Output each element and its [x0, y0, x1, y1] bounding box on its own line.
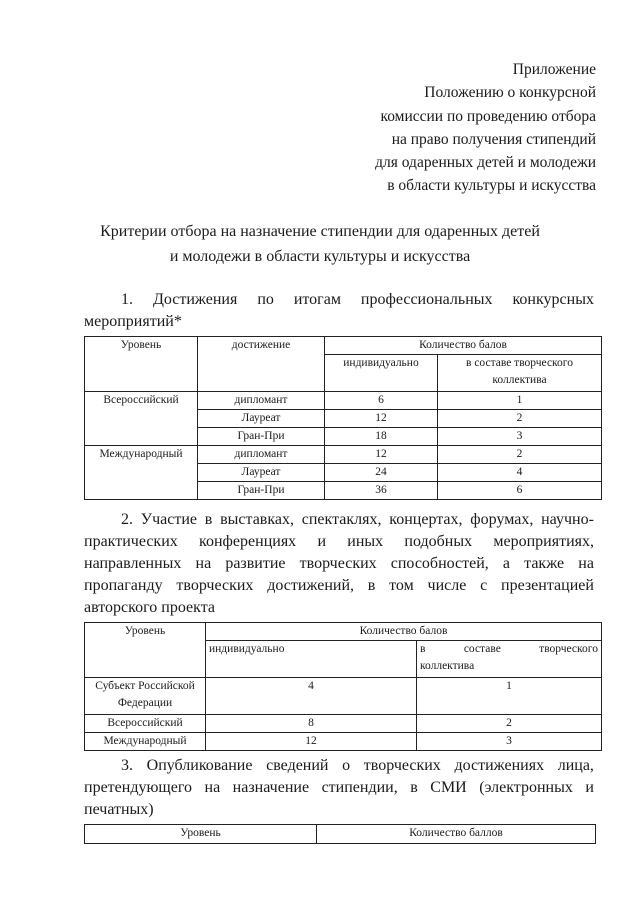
- word: и: [317, 533, 326, 550]
- cell-achievement: Гран-При: [198, 428, 325, 446]
- word: сведений: [266, 757, 329, 774]
- word: СМИ: [430, 779, 467, 796]
- section1-heading-cont: мероприятий*: [84, 313, 182, 330]
- header-individual: индивидуально: [206, 641, 417, 678]
- appendix-header: [375, 58, 596, 198]
- word: творческих: [363, 757, 441, 774]
- header-individual: индивидуально: [325, 355, 438, 392]
- cell-collective: 4: [438, 464, 602, 482]
- appendix-line: Положению о конкурсной: [424, 84, 596, 102]
- word: подобных: [404, 533, 473, 550]
- cell-individual: 36: [325, 482, 438, 500]
- word: итогам: [293, 291, 341, 308]
- cell-achievement: Гран-При: [198, 482, 325, 500]
- word: на: [195, 555, 212, 572]
- word: Опубликование: [146, 757, 253, 774]
- cell-collective: 1: [417, 678, 602, 715]
- appendix-line: в области культуры и искусства: [387, 177, 596, 195]
- word: а: [502, 555, 511, 572]
- cell-individual: 12: [325, 410, 438, 428]
- word: мероприятиях,: [493, 533, 594, 550]
- word: пропаганду: [84, 577, 163, 594]
- section1-table: [84, 336, 602, 500]
- word: презентацией: [501, 577, 594, 594]
- word: форумах,: [470, 511, 534, 528]
- word: составе: [463, 643, 501, 655]
- section2-last-line: авторского проекта: [84, 599, 215, 616]
- header-level: Уровень: [85, 825, 317, 844]
- cell-collective: 2: [417, 715, 602, 733]
- table-row: [85, 678, 602, 715]
- appendix-line: комиссии по проведению отбора: [380, 107, 596, 125]
- header-collective: [417, 641, 602, 678]
- word: способностей,: [390, 555, 489, 572]
- cell-individual: 12: [206, 733, 417, 751]
- word: творческого: [539, 643, 598, 655]
- word: 1.: [121, 291, 133, 308]
- word: назначение: [232, 779, 310, 796]
- section2-table: [84, 622, 602, 751]
- section2-paragraph: [84, 509, 594, 619]
- word: и: [585, 779, 594, 796]
- word: 2.: [121, 511, 133, 528]
- cell-level: Субъект Российской Федерации: [85, 678, 206, 715]
- appendix-line: для одаренных детей и молодежи: [375, 154, 596, 172]
- word: конференциях: [199, 533, 297, 550]
- cell-individual: 6: [325, 392, 438, 410]
- cell-achievement: Лауреат: [198, 410, 325, 428]
- cell-level: Международный: [85, 446, 198, 500]
- word: том: [389, 577, 414, 594]
- cell-collective: 2: [438, 446, 602, 464]
- header-achievement: достижение: [198, 337, 325, 392]
- header-points: Количество балов: [325, 337, 602, 355]
- table-row: [85, 715, 602, 733]
- cell-collective: 6: [438, 482, 602, 500]
- cell-achievement: Лауреат: [198, 464, 325, 482]
- word: на: [578, 555, 594, 572]
- cell-individual: 8: [206, 715, 417, 733]
- word: Участие: [140, 511, 197, 528]
- word: концертах,: [389, 511, 463, 528]
- word: в: [367, 577, 376, 594]
- cell-individual: 4: [206, 678, 417, 715]
- word: конкурсных: [512, 291, 594, 308]
- word: на: [204, 779, 221, 796]
- word: по: [257, 291, 274, 308]
- section3-paragraph: [84, 755, 594, 821]
- word: стипендии,: [321, 779, 398, 796]
- cell-individual: 12: [325, 446, 438, 464]
- word: развитие: [225, 555, 286, 572]
- document-title: [60, 219, 580, 269]
- header-collective-cont: коллектива: [420, 660, 475, 672]
- header-points: Количество балов: [206, 623, 602, 641]
- table-row: [85, 733, 602, 751]
- cell-achievement: дипломант: [198, 392, 325, 410]
- cell-collective: 3: [438, 428, 602, 446]
- cell-achievement: дипломант: [198, 446, 325, 464]
- word: (электронных: [479, 779, 573, 796]
- word: творческих: [176, 577, 254, 594]
- word: о: [342, 757, 351, 774]
- header-collective: в составе творческого коллектива: [438, 355, 602, 392]
- header-points: Количество баллов: [317, 825, 596, 844]
- cell-individual: 18: [325, 428, 438, 446]
- cell-collective: 2: [438, 410, 602, 428]
- word: профессиональных: [360, 291, 493, 308]
- title-line-2: и молодежи в области культуры и искусства: [169, 248, 471, 265]
- word: претендующего: [84, 779, 192, 796]
- word: также: [524, 555, 565, 572]
- cell-collective: 1: [438, 392, 602, 410]
- word: творческих: [299, 555, 377, 572]
- section1-heading: [84, 289, 594, 333]
- cell-level: Всероссийский: [85, 715, 206, 733]
- table-row: [85, 392, 602, 410]
- word: лица,: [557, 757, 594, 774]
- word: 3.: [121, 757, 133, 774]
- section3-last-line: печатных): [84, 801, 154, 818]
- word: научно-: [541, 511, 594, 528]
- appendix-line: на право получения стипендий: [391, 130, 596, 148]
- cell-individual: 24: [325, 464, 438, 482]
- table-row: [85, 446, 602, 464]
- word: достижениях: [454, 757, 545, 774]
- section3-table: [84, 824, 596, 844]
- cell-level: Всероссийский: [85, 392, 198, 446]
- word: выставках,: [220, 511, 294, 528]
- header-level: Уровень: [85, 623, 206, 678]
- word: спектаклях,: [301, 511, 382, 528]
- header-level: Уровень: [85, 337, 198, 392]
- word: достижений,: [267, 577, 355, 594]
- cell-collective: 3: [417, 733, 602, 751]
- word: практических: [84, 533, 178, 550]
- word: в: [410, 779, 418, 796]
- word: направленных: [84, 555, 182, 572]
- word: числе: [427, 577, 467, 594]
- cell-level: Международный: [85, 733, 206, 751]
- word: с: [480, 577, 488, 594]
- word: в: [204, 511, 213, 528]
- word: Достижения: [152, 291, 238, 308]
- title-line-1: Критерии отбора на назначение стипендии для одаренных детей: [100, 223, 540, 240]
- word: в: [420, 643, 426, 655]
- word: иных: [347, 533, 384, 550]
- appendix-line: Приложение: [512, 61, 596, 78]
